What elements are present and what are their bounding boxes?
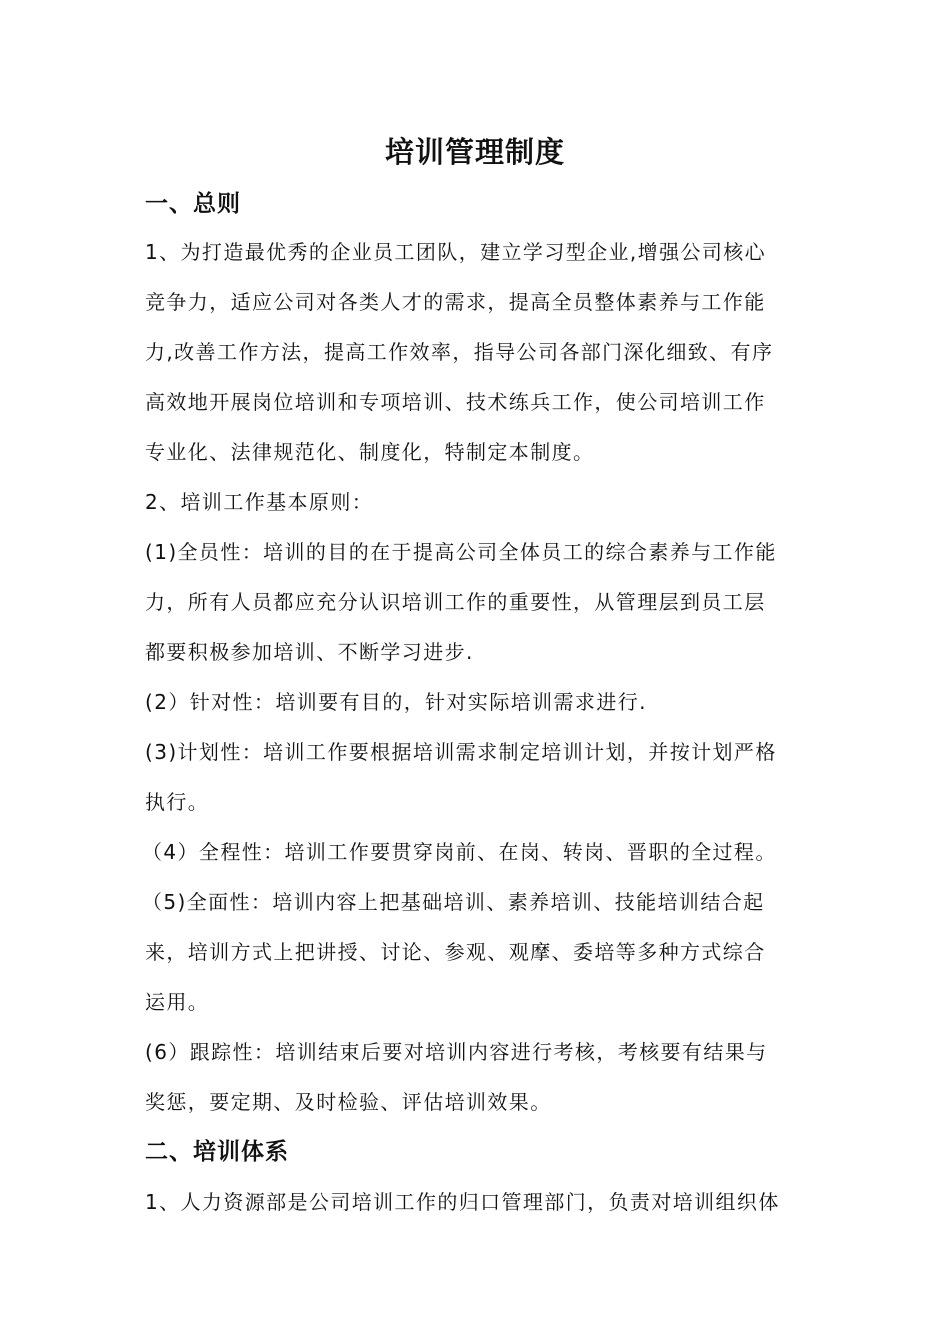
paragraph-line: 力，所有人员都应充分认识培训工作的重要性，从管理层到员工层 — [145, 590, 766, 614]
paragraph-line: 竞争力，适应公司对各类人才的需求，提高全员整体素养与工作能 — [145, 290, 766, 314]
paragraph-line: (3)计划性：培训工作要根据培训需求制定培训计划，并按计划严格 — [145, 740, 777, 764]
paragraph-line: 1、人力资源部是公司培训工作的归口管理部门，负责对培训组织体 — [145, 1190, 780, 1214]
paragraph-line: 2、培训工作基本原则： — [145, 490, 374, 514]
paragraph-line: 专业化、法律规范化、制度化，特制定本制度。 — [145, 440, 595, 464]
paragraph-line: (2）针对性：培训要有目的，针对实际培训需求进行. — [145, 690, 647, 714]
paragraph-line: 来，培训方式上把讲授、讨论、参观、观摩、委培等多种方式综合 — [145, 940, 766, 964]
paragraph-line: 力,改善工作方法，提高工作效率，指导公司各部门深化细致、有序 — [145, 340, 774, 364]
paragraph-line: 1、为打造最优秀的企业员工团队，建立学习型企业,增强公司核心 — [145, 240, 767, 264]
paragraph-line: （5)全面性：培训内容上把基础培训、素养培训、技能培训结合起 — [142, 890, 765, 914]
section-heading-general: 一、总则 — [145, 191, 241, 217]
section-heading-training-system: 二、培训体系 — [145, 1139, 289, 1165]
paragraph-line: 高效地开展岗位培训和专项培训、技术练兵工作，使公司培训工作 — [145, 390, 766, 414]
paragraph-line: 运用。 — [145, 990, 210, 1014]
paragraph-line: (1)全员性：培训的目的在于提高公司全体员工的综合素养与工作能 — [145, 540, 777, 564]
document-title: 培训管理制度 — [384, 135, 565, 169]
paragraph-line: (6）跟踪性：培训结束后要对培训内容进行考核，考核要有结果与 — [145, 1040, 768, 1064]
paragraph-line: （4）全程性：培训工作要贯穿岗前、在岗、转岗、晋职的全过程。 — [142, 840, 777, 864]
paragraph-line: 执行。 — [145, 790, 210, 814]
paragraph-line: 都要积极参加培训、不断学习进步. — [145, 640, 474, 664]
paragraph-line: 奖惩，要定期、及时检验、评估培训效果。 — [145, 1090, 552, 1114]
